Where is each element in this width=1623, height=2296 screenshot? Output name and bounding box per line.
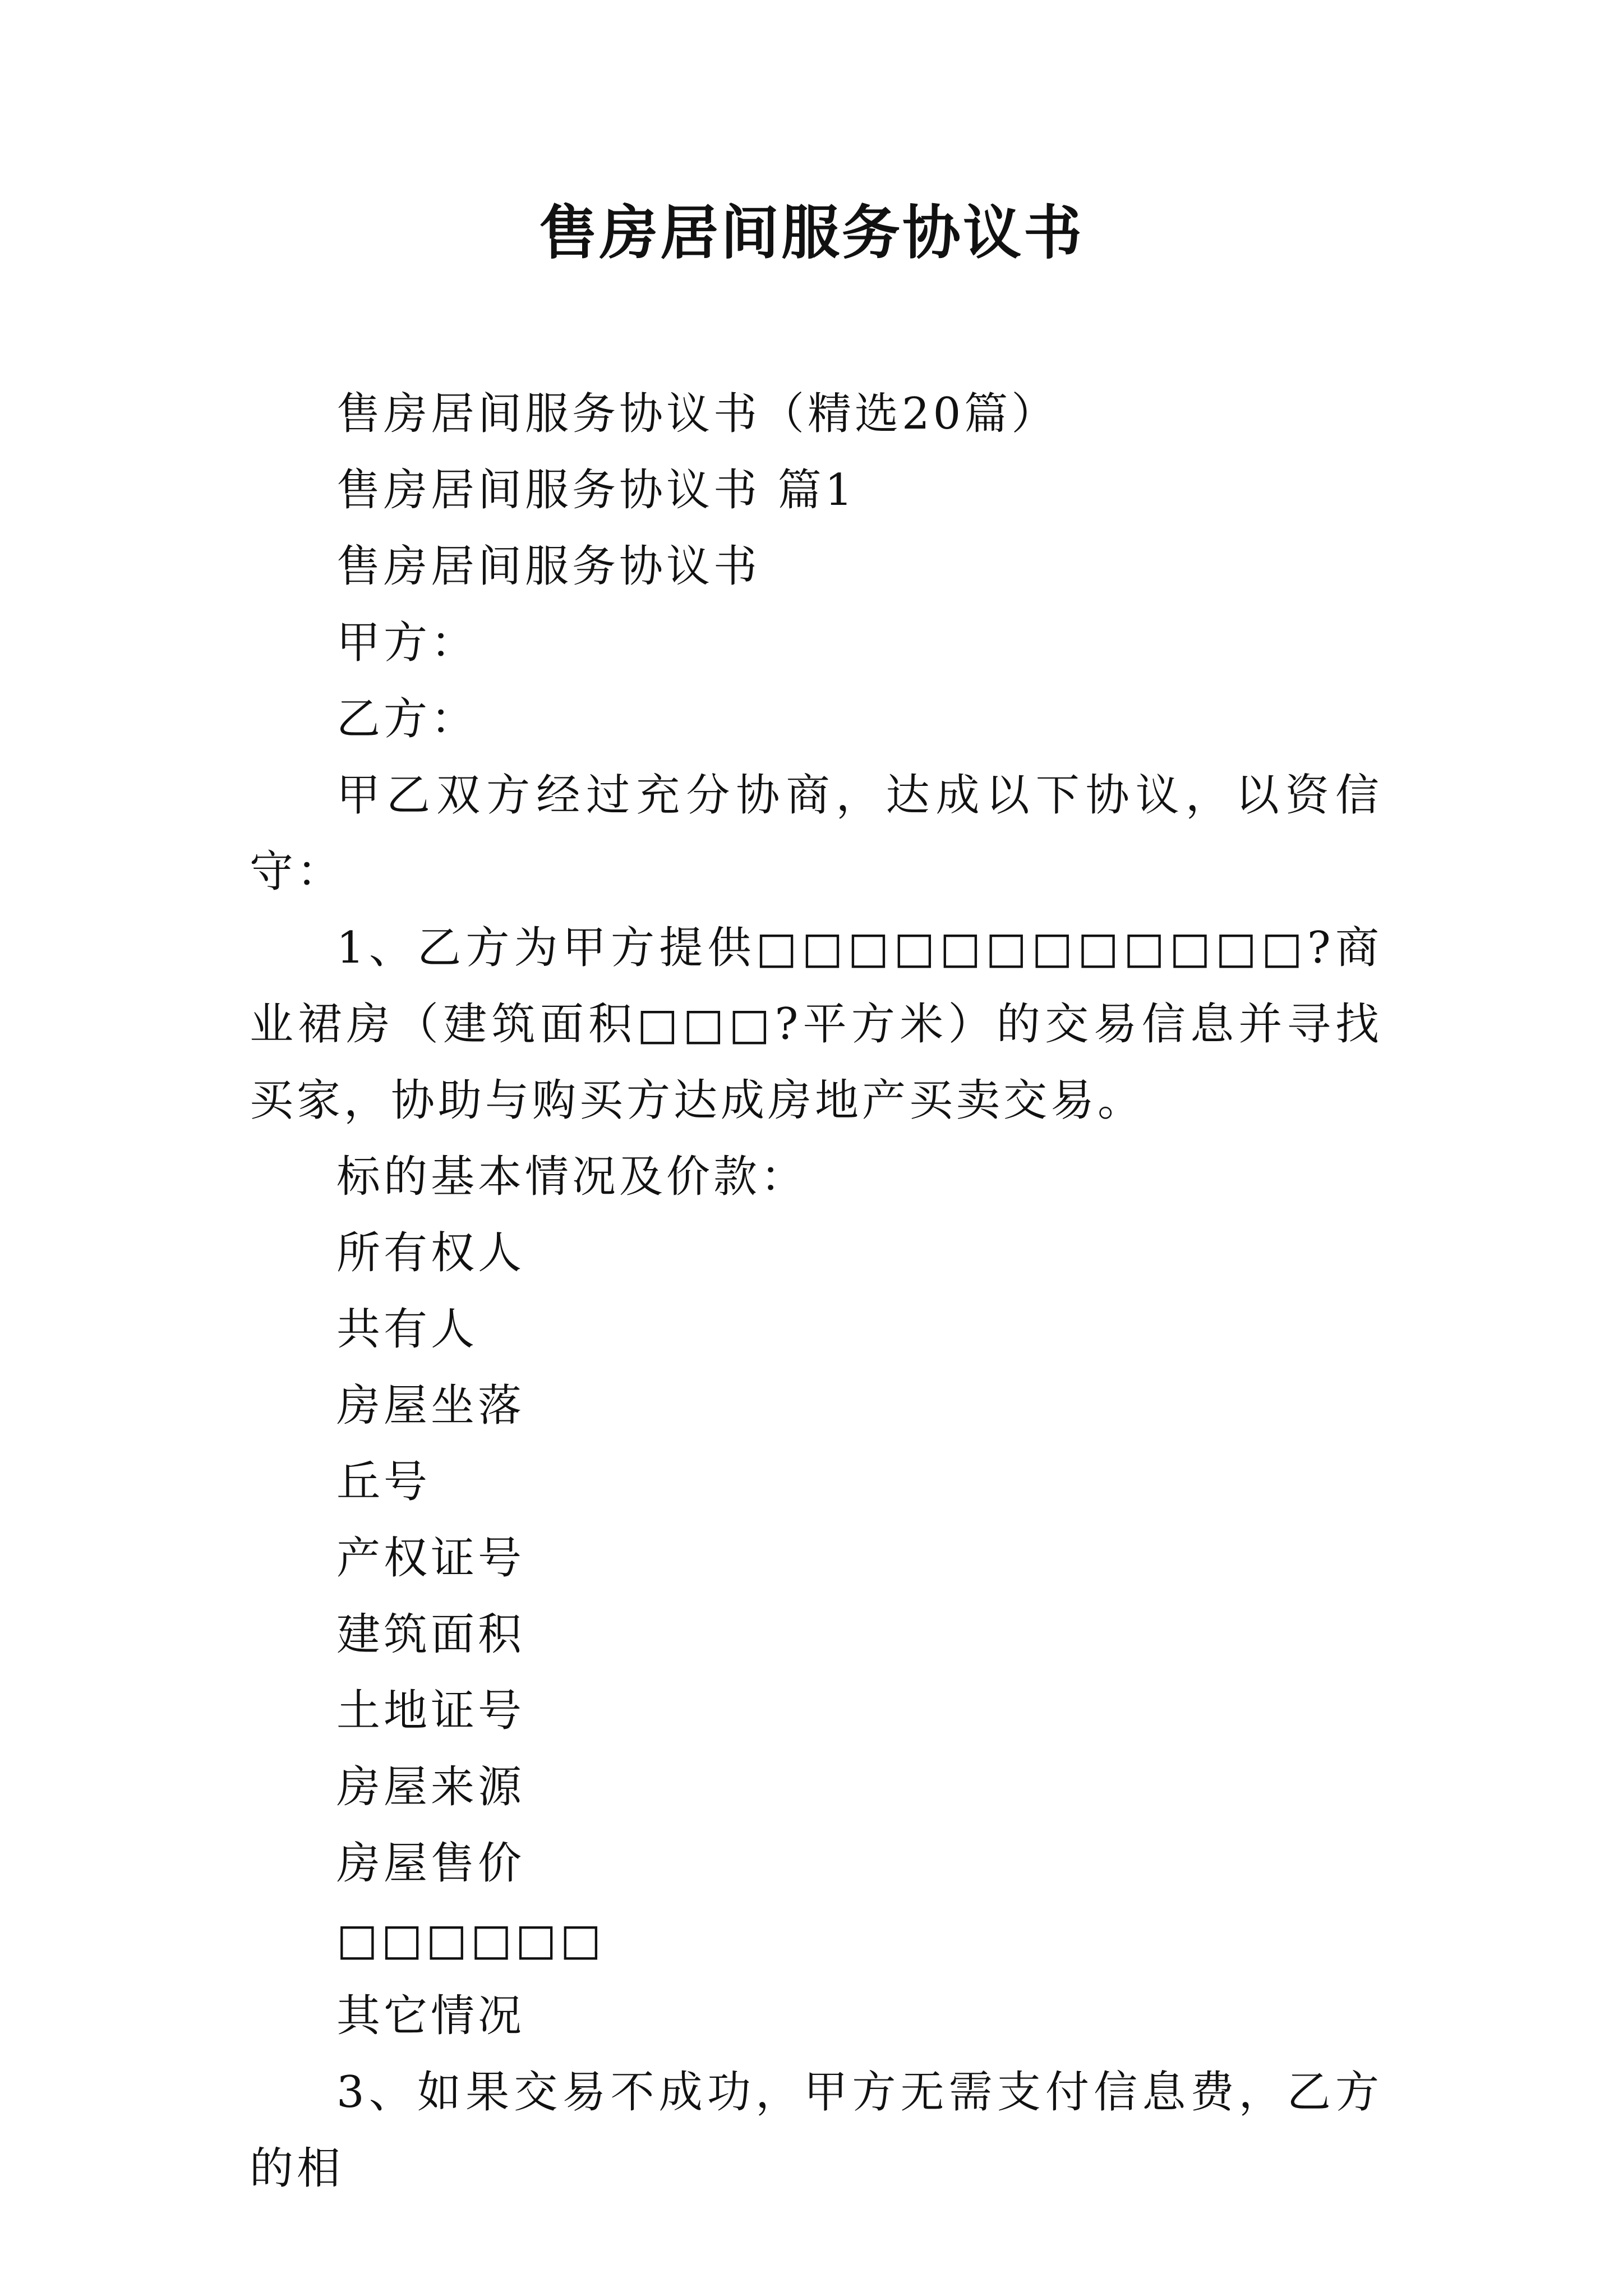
field-source: 房屋来源 [336,1762,525,1812]
document-body [250,376,1382,2207]
field-other: 其它情况 [336,1991,525,2041]
field-location: 房屋坐落 [336,1381,525,1431]
paragraph-property-heading: 标的基本情况及价款： [336,1152,808,1202]
paragraph-party-a: 甲方： [336,618,478,668]
paragraph-party-b: 乙方： [336,694,478,744]
field-price-value: □□□□□□ [336,1915,605,1965]
field-land-certificate: 土地证号 [336,1686,525,1736]
field-parcel-number: 丘号 [336,1457,431,1507]
document-title: 售房居间服务协议书 [538,198,1084,267]
field-price: 房屋售价 [336,1838,525,1889]
paragraph-agreement-name: 售房居间服务协议书 [336,541,761,592]
paragraph-preamble: 甲乙双方经过充分协商，达成以下协议，以资信守： [250,770,1382,897]
field-floor-area: 建筑面积 [336,1609,525,1660]
paragraph-section-heading: 售房居间服务协议书 篇1 [336,465,856,516]
field-co-owner: 共有人 [336,1304,478,1355]
field-owner: 所有权人 [336,1228,525,1278]
paragraph-subtitle: 售房居间服务协议书（精选20篇） [336,389,1059,439]
paragraph-clause-3: 3、如果交易不成功，甲方无需支付信息费，乙方的相 [250,2067,1382,2194]
paragraph-clause-1: 1、乙方为甲方提供□□□□□□□□□□□□?商业裙房（建筑面积□□□?平方米）的交易信息并寻找买家，协助与购买方达成房地产买卖交易。 [250,923,1382,1126]
field-title-certificate: 产权证号 [336,1533,525,1584]
